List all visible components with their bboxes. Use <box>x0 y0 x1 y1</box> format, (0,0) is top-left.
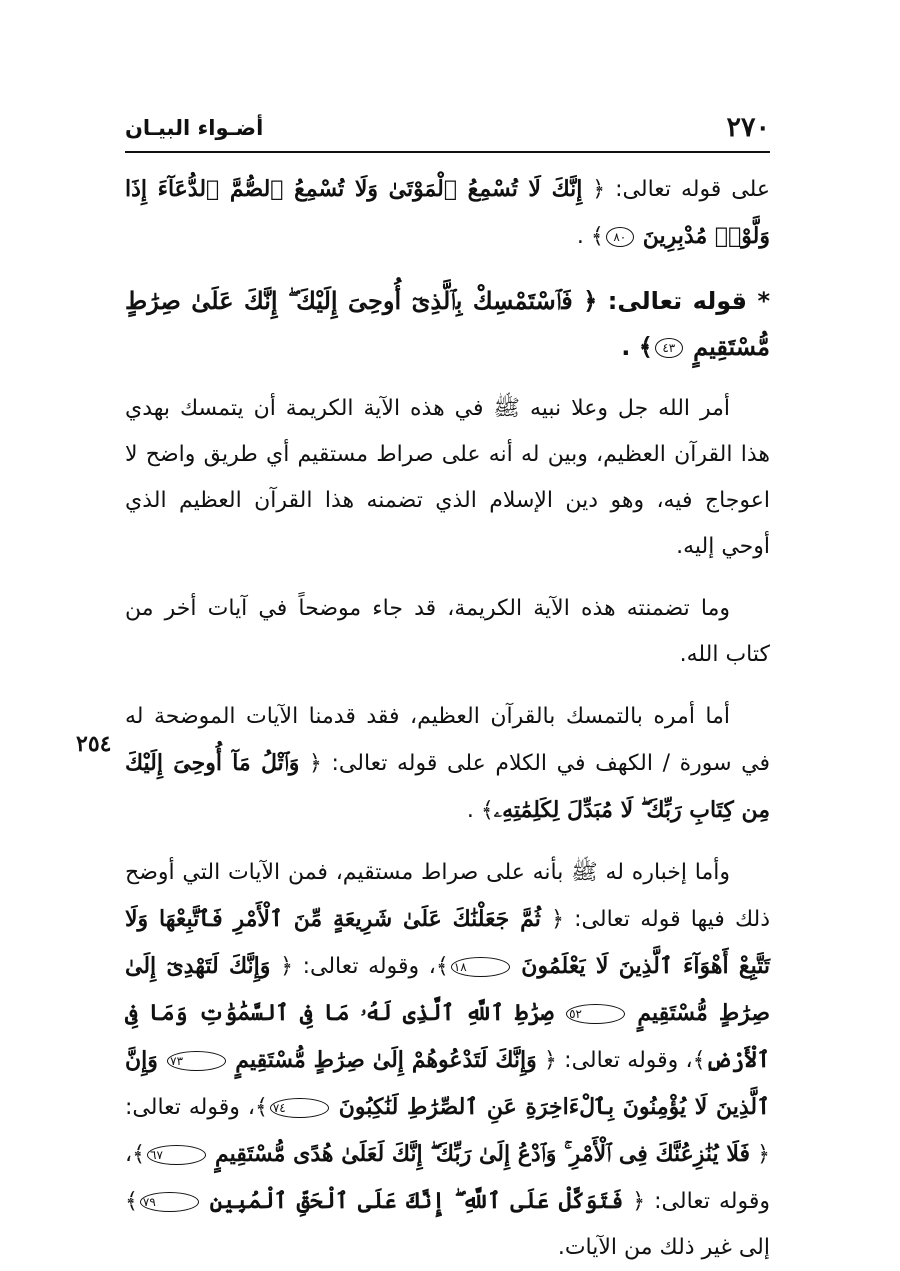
text: . <box>466 798 481 823</box>
text: ، وقوله تعالى: <box>556 1048 693 1073</box>
quran-open-bracket: ﴿ <box>551 907 564 932</box>
section-heading <box>125 278 770 370</box>
quran-verse: فَتَوَكَّلْ عَلَى ٱللَّهِ ۖ إِنَّكَ عَلَى ٱلْحَقِّ ٱلْمُبِينِ <box>209 1188 624 1214</box>
quran-open-bracket: ﴿ <box>544 1048 557 1073</box>
quran-open-bracket: ﴿ <box>280 954 293 979</box>
text: أما أمره بالتمسك بالقرآن العظيم، فقد قدمنا الآيات الموضحة له في سورة / الكهف في الكلام على قوله تعالى: <box>125 704 770 776</box>
verse-number-marker: ٨٠ <box>606 227 634 247</box>
verse-number-marker: ٤٣ <box>655 338 683 358</box>
quran-close-bracket: ﴾ <box>692 1048 706 1073</box>
paragraph-holding-fast <box>125 694 770 834</box>
paragraph-clarified: وما تضمنته هذه الآية الكريمة، قد جاء موضحاً في آيات أخر من كتاب الله. <box>125 596 770 667</box>
text: إلى غير ذلك من الآيات. <box>557 1235 770 1260</box>
quran-close-bracket: ﴾ <box>638 332 653 361</box>
running-title: أضـواء البيـان <box>125 116 264 140</box>
quran-verse: فَٱسْتَمْسِكْ بِٱلَّذِىٓ أُوحِىَ إِلَيْكَ ۖ إِنَّكَ عَلَىٰ صِرَٰطٍ مُّسْتَقِيمٍ <box>125 286 770 361</box>
text: وأما إخباره له ﷺ بأنه على صراط مستقيم، فمن الآيات التي أوضح ذلك فيها قوله تعالى: <box>125 860 770 932</box>
quran-close-bracket: ﴾ <box>254 1095 268 1120</box>
quran-open-bracket: ﴿ <box>632 1189 646 1214</box>
star-icon: * <box>757 287 771 315</box>
quran-open-bracket: ﴿ <box>309 751 322 776</box>
margin-page-reference: ٢٥٤ <box>76 731 112 757</box>
quran-close-bracket: ﴾ <box>480 798 494 823</box>
verse-number-marker: ٦٧ <box>147 1145 206 1165</box>
quran-open-bracket: ﴿ <box>757 1142 770 1167</box>
quran-verse: إِنَّكَ لَا تُسْمِعُ ٱلْمَوْتَىٰ وَلَا تُسْمِعُ ٱلصُّمَّ ٱلدُّعَآءَ إِذَا وَلَّوْا۟ مُدْبِرِينَ <box>125 176 770 249</box>
paragraph-straight-path <box>125 850 770 1271</box>
page-number: ٢٧٠ <box>726 112 770 143</box>
text: . <box>621 333 639 361</box>
heading-label: قوله تعالى: <box>597 287 758 315</box>
quran-verse: وَٱتْلُ مَآ أُوحِىَ إِلَيْكَ مِن كِتَابِ رَبِّكَ ۖ لَا مُبَدِّلَ لِكَلِمَٰتِهِۦ <box>125 750 770 823</box>
quran-close-bracket: ﴾ <box>125 1189 138 1214</box>
verse-number-marker: ٧٤ <box>270 1098 329 1118</box>
quran-verse: صِرَٰطِ ٱللَّهِ ٱلَّذِى لَهُۥ مَا فِى ٱلسَّمَٰوَٰتِ وَمَا فِى ٱلْأَرْضِ <box>125 1000 770 1073</box>
quran-close-bracket: ﴾ <box>590 224 604 249</box>
verse-number-marker: ٧٣ <box>167 1051 226 1071</box>
text: على قوله تعالى: <box>605 177 770 202</box>
header-rule <box>125 151 770 153</box>
quran-verse: وَإِنَّكَ لَتَهْدِىٓ إِلَىٰ صِرَٰطٍ مُّسْتَقِيمٍ <box>125 953 770 1026</box>
verse-number-marker: ١٨ <box>451 957 510 977</box>
verse-number-marker: ٥٢ <box>566 1004 625 1024</box>
quran-verse: فَلَا يُنَٰزِعُنَّكَ فِى ٱلْأَمْرِ ۚ وَٱدْعُ إِلَىٰ رَبِّكَ ۖ إِنَّكَ لَعَلَىٰ هُدًى مُّسْتَقِيمٍ <box>214 1141 751 1167</box>
text: ، وقوله تعالى: <box>292 954 436 979</box>
paragraph-intro <box>125 166 770 260</box>
quran-close-bracket: ﴾ <box>132 1142 145 1167</box>
quran-verse: ثُمَّ جَعَلْنَٰكَ عَلَىٰ شَرِيعَةٍ مِّنَ ٱلْأَمْرِ فَٱتَّبِعْهَا وَلَا تَتَّبِعْ أَهْوَآءَ ٱلَّذِينَ لَا يَعْلَمُونَ <box>125 906 770 979</box>
quran-open-bracket: ﴿ <box>583 286 598 315</box>
quran-verse: وَإِنَّكَ لَتَدْعُوهُمْ إِلَىٰ صِرَٰطٍ مُّسْتَقِيمٍ <box>235 1047 537 1073</box>
quran-close-bracket: ﴾ <box>435 954 449 979</box>
text: . <box>576 224 591 249</box>
page-body <box>125 164 770 1271</box>
verse-number-marker: ٧٩ <box>140 1192 199 1212</box>
paragraph-explanation: أمر الله جل وعلا نبيه ﷺ في هذه الآية الكريمة أن يتمسك بهدي هذا القرآن العظيم، وبين له أنه على صراط مستقيم أي طريق واضح لا اعوجاج فيه، وهو دين الإسلام الذي تضمنه هذا القرآن العظيم الذي أوحي إليه. <box>125 396 770 559</box>
text: ، وقوله تعالى: <box>125 1095 255 1120</box>
quran-open-bracket: ﴿ <box>592 177 606 202</box>
page-header <box>125 112 770 152</box>
quran-verse: وَإِنَّ ٱلَّذِينَ لَا يُؤْمِنُونَ بِٱلْءَاخِرَةِ عَنِ ٱلصِّرَٰطِ لَنَٰكِبُونَ <box>125 1047 770 1120</box>
text: ، وقوله تعالى: <box>125 1142 770 1214</box>
